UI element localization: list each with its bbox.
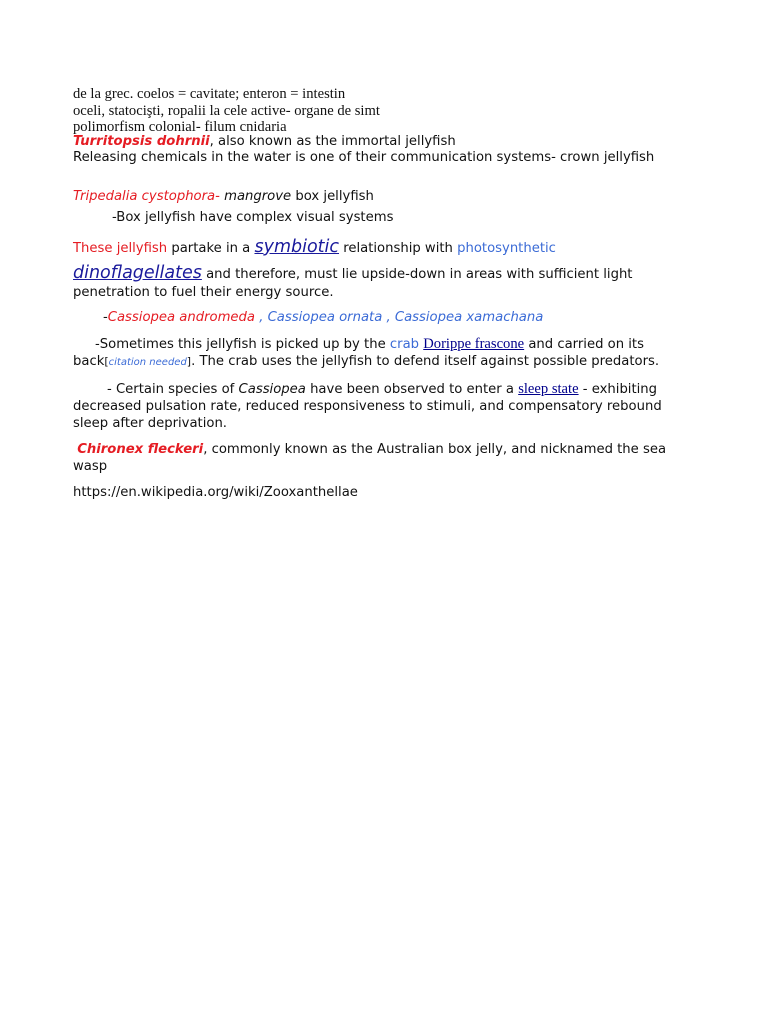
cassiopea-xamachana: Cassiopea xamachana: [394, 309, 544, 325]
zooxanthellae-url[interactable]: https://en.wikipedia.org/wiki/Zooxanthellae: [73, 484, 358, 500]
sleep-paragraph: [73, 381, 693, 432]
relationship-text: relationship with: [343, 240, 453, 256]
exhibiting-text: - exhibiting: [582, 381, 658, 397]
box-jellyfish-text: box jellyfish: [295, 188, 374, 204]
close-bracket: ]: [186, 354, 192, 368]
chironex-line1: [73, 441, 693, 458]
chironex-name: Chironex fleckeri: [77, 441, 204, 457]
turritopsis-line: [73, 133, 693, 150]
symbiotic-link[interactable]: symbiotic: [254, 236, 340, 257]
mangrove-text: mangrove: [224, 188, 292, 204]
symbiotic-line1: [73, 235, 693, 261]
carried-text: and carried on its: [528, 336, 644, 352]
sense-organs-line: oceli, statocişti, ropalii la cele active- organe de simt: [73, 102, 380, 119]
document-page: [73, 86, 693, 501]
photosynthetic-text: photosynthetic: [457, 240, 556, 256]
tripedalia-line: [73, 188, 693, 205]
url-line: [73, 484, 693, 501]
turritopsis-name: Turritopsis dohrnii: [73, 133, 210, 149]
etymology-line: de la grec. coelos = cavitate; enteron = intestin: [73, 86, 346, 102]
notes-block: [73, 86, 693, 136]
tripedalia-block: [73, 188, 693, 226]
separator-2: ,: [382, 309, 395, 325]
crab-line2: [73, 353, 693, 371]
cassiopea-andromeda: Cassiopea andromeda: [107, 309, 255, 325]
dorippe-frascone-link[interactable]: Dorippe frascone: [423, 335, 525, 352]
sleep-state-link[interactable]: sleep state: [518, 380, 579, 397]
cassiopea-species-text: [103, 309, 693, 326]
these-jellyfish-text: These jellyfish: [73, 240, 168, 256]
chironex-paragraph: [73, 441, 693, 475]
polymorphism-line: polimorfism colonial- filum cnidaria: [73, 119, 287, 136]
back-text: back: [73, 353, 105, 369]
crab-paragraph: [73, 336, 693, 371]
sleep-line3: sleep after deprivation.: [73, 415, 227, 431]
observed-text: have been observed to enter a: [310, 381, 514, 397]
sometimes-text: -Sometimes this jellyfish is picked up by the: [95, 336, 386, 352]
defend-text: . The crab uses the jellyfish to defend itself against possible predators.: [191, 353, 660, 369]
open-bracket: [: [104, 354, 109, 368]
therefore-text: and therefore, must lie upside-down in areas with sufficient light: [206, 266, 633, 282]
cassiopea-species-line: [73, 309, 693, 326]
crown-jellyfish-line: Releasing chemicals in the water is one of their communication systems- crown jellyfish: [73, 149, 655, 165]
crab-line1: [73, 336, 693, 353]
penetration-line: penetration to fuel their energy source.: [73, 284, 334, 300]
crab-text: crab: [389, 336, 420, 352]
tripedalia-name: Tripedalia cystophora-: [73, 188, 220, 204]
symbiotic-paragraph: [73, 235, 693, 301]
partake-text: partake in a: [171, 240, 251, 256]
certain-species-text: - Certain species of: [107, 381, 235, 397]
turritopsis-block: [73, 133, 693, 166]
chironex-description: , commonly known as the Australian box jelly, and nicknamed the sea: [203, 441, 667, 457]
cassiopea-genus: Cassiopea: [238, 381, 306, 397]
cassiopea-ornata: Cassiopea ornata: [267, 309, 383, 325]
citation-needed-link[interactable]: citation needed: [108, 356, 187, 368]
visual-systems-line: -Box jellyfish have complex visual systems: [112, 209, 394, 225]
chironex-line2: wasp: [73, 458, 108, 474]
separator-1: ,: [255, 309, 268, 325]
symbiotic-line2: [73, 261, 693, 287]
sleep-line1: [73, 381, 693, 398]
turritopsis-description: , also known as the immortal jellyfish: [209, 133, 456, 149]
sleep-line2: decreased pulsation rate, reduced responsiveness to stimuli, and compensatory rebound: [73, 398, 662, 414]
dash-text: -: [103, 309, 108, 325]
dinoflagellates-link[interactable]: dinoflagellates: [73, 262, 202, 283]
